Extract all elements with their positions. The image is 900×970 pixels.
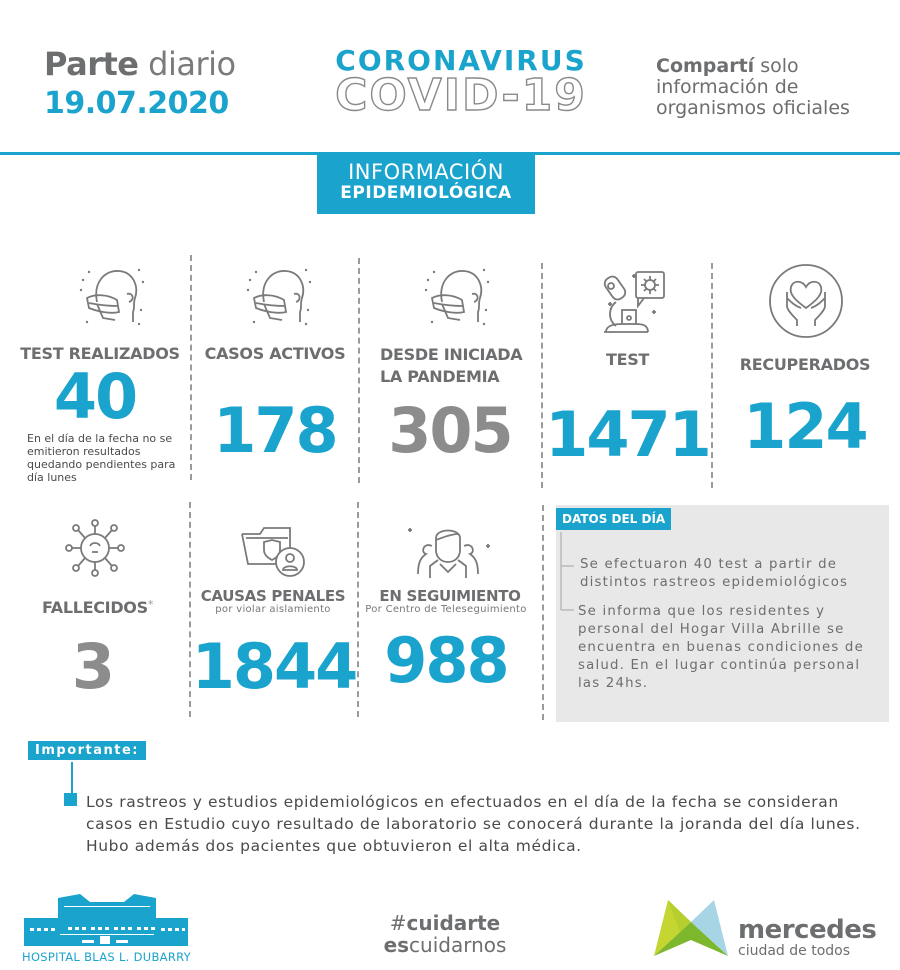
stat-label-fallecidos-text: FALLECIDOS [41,598,148,617]
report-title [44,46,236,82]
hashtag2-bold: es [383,933,410,957]
stat-label-en-seguimiento: EN SEGUIMIENTO [379,587,521,605]
section-banner-line1: INFORMACIÓN [348,160,504,184]
share-bold: Compartí [656,55,755,77]
report-title-bold: Parte [44,45,139,83]
stat-label-fallecidos [10,598,185,617]
stat-label-test-realizados: TEST REALIZADOS [20,344,180,363]
column-divider [711,263,713,488]
mercedes-logo [654,900,728,956]
stat-value-desde-pandemia: 305 [388,394,512,467]
city-tagline: ciudad de todos [738,943,851,959]
stat-label-test: TEST [605,350,650,369]
title-coronavirus: CORONAVIRUS [335,44,587,77]
share-line-3: organismos oficiales [656,97,850,119]
share-notice [656,56,850,119]
masked-face-icon [242,262,314,330]
stat-value-recuperados: 124 [743,390,867,463]
hashtag-prefix: # [389,911,407,935]
report-title-light: diario [148,45,236,83]
datos-del-dia-title: DATOS DEL DÍA [556,508,671,530]
folder-shield-user-icon [240,524,308,580]
stat-label-recuperados: RECUPERADOS [739,355,871,374]
share-line-2: información de [656,76,799,98]
stat-note-test-realizados: En el día de la fecha no se emitieron resultados quedando pendientes para día lunes [27,432,176,484]
column-divider [190,255,192,480]
importante-connector [71,762,73,796]
people-icon [402,524,494,580]
city-name: mercedes [738,915,877,945]
stat-value-test: 1471 [545,398,710,471]
column-divider [542,505,544,720]
importante-text: Los rastreos y estudios epidemiológicos en efectuados en el día de la fecha se consideran casos en Estudio cuyo resultado de laboratorio se conocerá durante la joranda del día lunes. Hubo además dos pacientes que obtuvieron el alta médica. [86,793,861,855]
stat-label-desde-pandemia-2: LA PANDEMIA [380,367,500,386]
stat-sublabel-causas-penales: por violar aislamiento [215,604,331,615]
masked-face-icon [420,262,492,330]
stat-label-desde-pandemia-1: DESDE INICIADA [380,345,523,364]
stat-sublabel-en-seguimiento: Por Centro de Teleseguimiento [365,604,527,615]
hospital-name: HOSPITAL BLAS L. DUBARRY [22,950,191,964]
stat-label-causas-penales: CAUSAS PENALES [200,587,346,605]
title-covid19: COVID-19 [335,70,587,121]
masked-face-icon [75,262,147,330]
datos-item: Se informa que los residentes y personal del Hogar Villa Abrille se encuentra en buenas condiciones de salud. En el lugar continúa personal las 24hs. [578,604,864,691]
stat-label-casos-activos: CASOS ACTIVOS [204,344,346,363]
column-divider [541,263,543,488]
hashtag [370,912,520,956]
share-rest: solo [760,55,799,77]
stat-value-casos-activos: 178 [213,394,337,467]
datos-connector [560,532,580,612]
virus-icon [62,518,128,578]
section-banner [317,154,535,214]
hashtag-bold: cuidarte [406,911,501,935]
importante-title: Importante: [28,741,146,760]
stat-value-causas-penales: 1844 [191,630,357,703]
stat-value-test-realizados: 40 [53,360,137,433]
column-divider [358,258,360,483]
heart-hands-icon [767,262,845,340]
stat-value-en-seguimiento: 988 [384,624,508,697]
section-banner-line2: EPIDEMIOLÓGICA [340,183,512,203]
stat-value-fallecidos: 3 [71,630,114,703]
microscope-icon [598,268,668,336]
fallecidos-asterisk: * [147,598,154,611]
stat-label-desde-pandemia [380,344,522,388]
report-date: 19.07.2020 [44,86,229,121]
hospital-logo [24,894,188,946]
datos-item: Se efectuaron 40 test a partir de distintos rastreos epidemiológicos [580,557,849,590]
hashtag2-rest: cuidarnos [409,933,507,957]
importante-bullet [64,793,77,806]
